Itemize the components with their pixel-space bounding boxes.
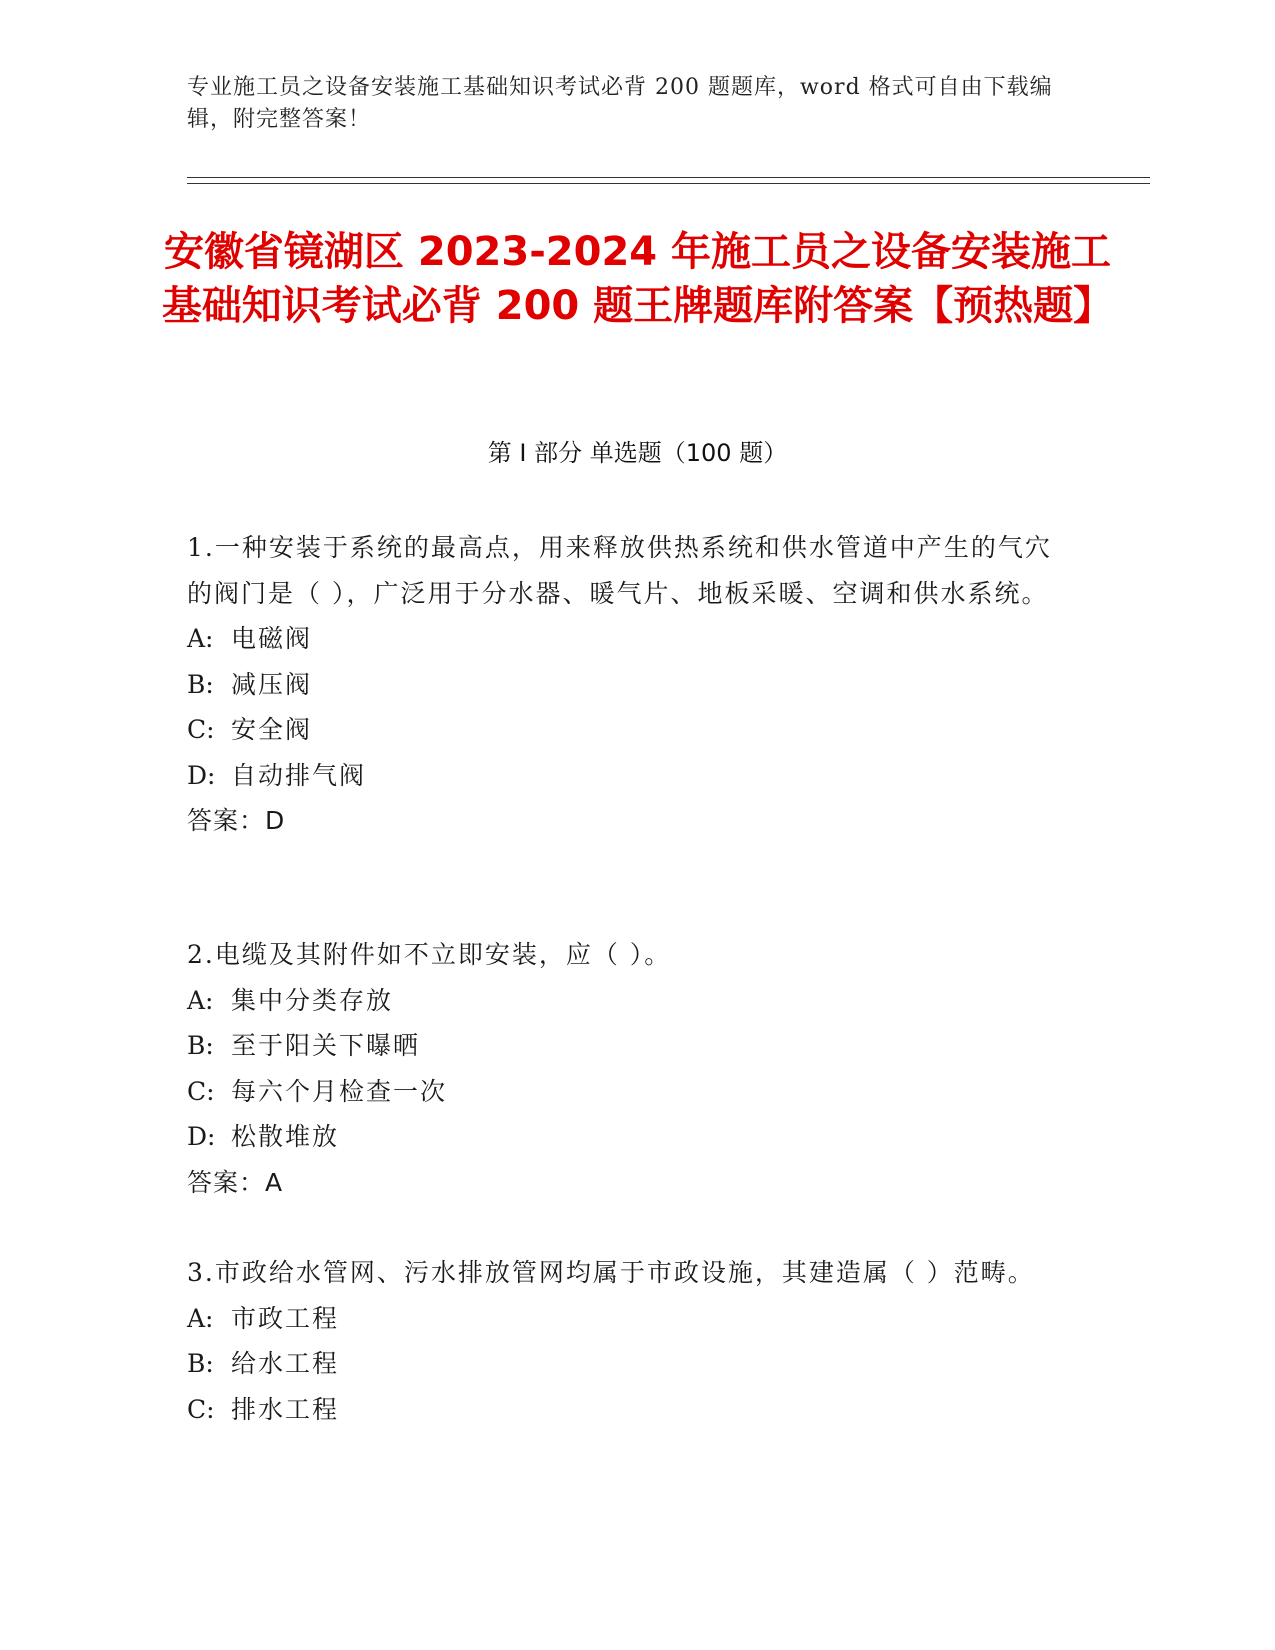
question-1 [187, 525, 1067, 844]
option-b [187, 1023, 1067, 1069]
answer-line: 答案：D [187, 806, 286, 835]
option-a [187, 616, 1067, 662]
option-text: 给水工程 [231, 1349, 340, 1378]
option-b [187, 662, 1067, 708]
option-text: 每六个月检查一次 [231, 1076, 448, 1106]
option-text: 减压阀 [231, 669, 313, 699]
question-stem: 3.市政给水管网、污水排放管网均属于市政设施，其建造属（ ）范畴。 [187, 1258, 1035, 1287]
option-label: A: [187, 1303, 214, 1333]
document-title: 安徽省镜湖区 2023-2024 年施工员之设备安装施工基础知识考试必背 200 题王牌题库附答案【预热题】 [161, 229, 1114, 329]
option-label: A: [187, 624, 214, 653]
option-a [187, 1296, 1067, 1342]
option-d [187, 1114, 1067, 1160]
header-note: 专业施工员之设备安装施工基础知识考试必背 200 题题库，word 格式可自由下载编辑，附完整答案！ [187, 75, 1053, 132]
option-text: 集中分类存放 [231, 985, 394, 1015]
answer-line: 答案：A [187, 1167, 284, 1197]
question-stem: 1.一种安装于系统的最高点，用来释放供热系统和供水管道中产生的气穴的阀门是（ ），广泛用于分水器、暖气片、地板采暖、空调和供水系统。 [187, 533, 1052, 608]
option-label: D: [187, 760, 216, 790]
option-label: C: [187, 715, 215, 744]
option-label: A: [187, 985, 214, 1015]
option-label: B: [187, 1349, 214, 1378]
option-c [187, 1069, 1067, 1115]
option-text: 电磁阀 [231, 624, 313, 653]
option-text: 市政工程 [231, 1303, 340, 1333]
option-label: B: [187, 669, 214, 699]
option-b [187, 1341, 1067, 1387]
option-text: 至于阳关下曝晒 [231, 1031, 421, 1060]
section-title: 第 I 部分 单选题（100 题） [487, 439, 788, 467]
option-c [187, 707, 1067, 753]
header-divider-bottom [187, 183, 1150, 184]
question-3 [187, 1250, 1067, 1432]
option-label: D: [187, 1122, 216, 1151]
option-label: B: [187, 1031, 214, 1060]
option-label: C: [187, 1076, 215, 1106]
option-label: C: [187, 1394, 215, 1424]
option-a [187, 978, 1067, 1024]
header-divider-top [187, 177, 1150, 178]
question-2 [187, 932, 1067, 1205]
option-text: 排水工程 [231, 1394, 340, 1424]
option-text: 松散堆放 [231, 1122, 340, 1151]
option-d [187, 753, 1067, 799]
option-c [187, 1387, 1067, 1433]
option-text: 安全阀 [231, 715, 313, 744]
option-text: 自动排气阀 [231, 760, 367, 790]
question-stem: 2.电缆及其附件如不立即安装，应（ ）。 [187, 940, 672, 969]
